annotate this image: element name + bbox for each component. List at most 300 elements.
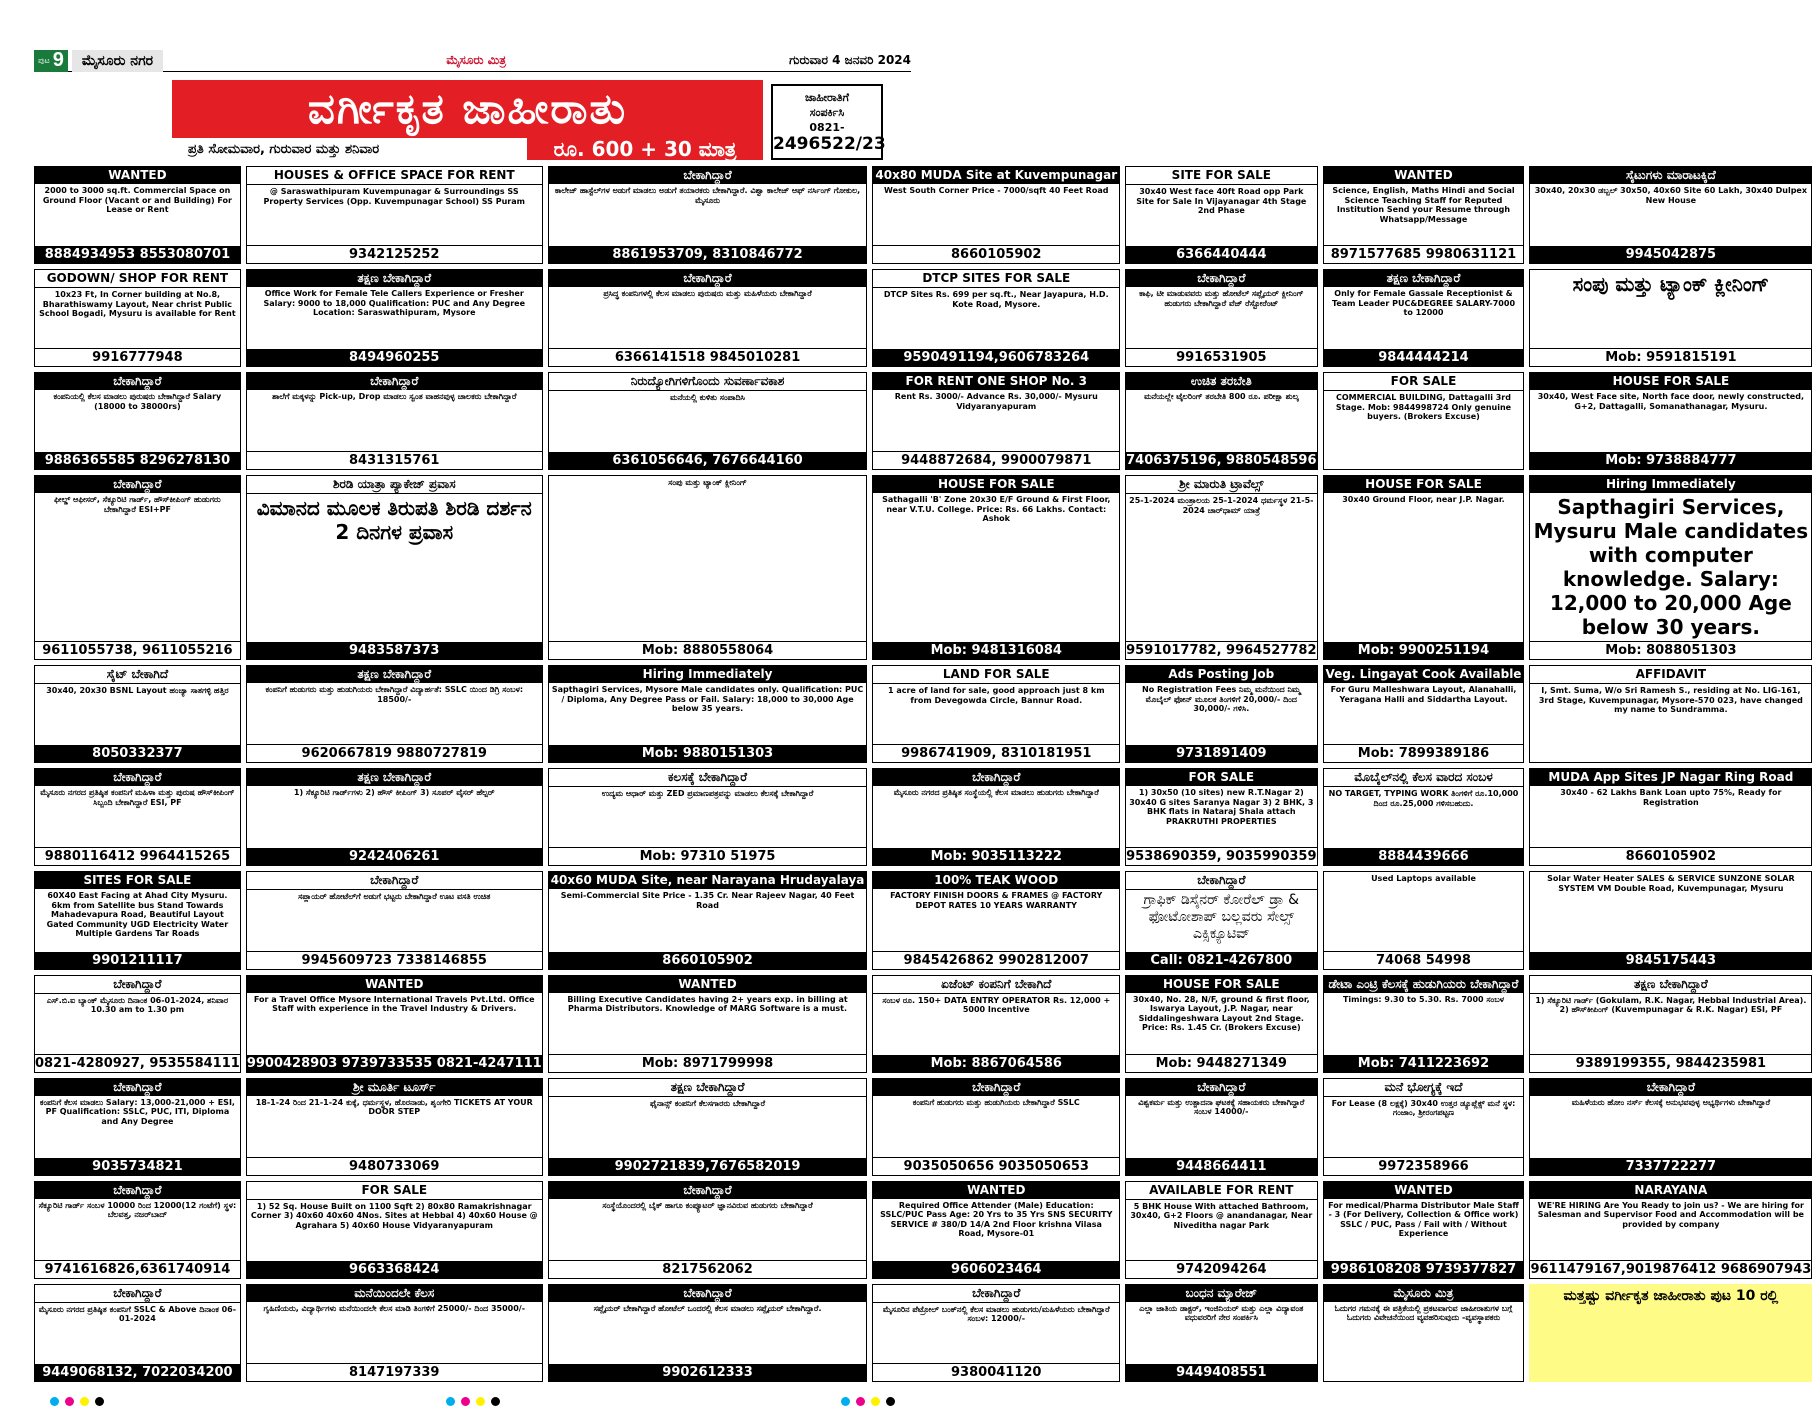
ad-body: ಸೆಕ್ಯೂರಿಟಿ ಗಾರ್ಡ್ ಸಂಬಳ 10000 ರಿಂದ 12000(12 ಗಂಟೆಗೆ) ಸ್ಥಳ: ಬೆಲವತ್ತ, ನಜರ್‌ಬಾದ್ xyxy=(38,1200,237,1220)
section-city: ಮೈಸೂರು ನಗರ xyxy=(72,50,163,72)
ad-body: I, Smt. Suma, W/o Sri Ramesh S., residing at No. LIG-161, 3rd Stage, Kuvempunagar, Mysore-570 023, have changed my name to Sundramma. xyxy=(1538,686,1803,715)
ad-phone: Mob: 97310 51975 xyxy=(549,847,867,865)
ad-phone: 9742094264 xyxy=(1126,1260,1316,1278)
ad-heading: NARAYANA xyxy=(1530,1182,1811,1199)
ad-heading: AVAILABLE FOR RENT xyxy=(1126,1182,1316,1200)
ad-heading: WANTED xyxy=(35,167,240,184)
classified-ad xyxy=(246,475,543,660)
ad-phone: 9731891409 xyxy=(1126,745,1316,762)
ad-phone: 7406375196, 9880548596 xyxy=(1126,453,1317,469)
ad-heading: ಮೊಬೈಲ್‌ನಲ್ಲಿ ಕೆಲಸ ವಾರದ ಸಂಬಳ xyxy=(1324,769,1524,787)
classified-ad xyxy=(872,475,1120,660)
classified-ad xyxy=(1125,1284,1317,1382)
ad-body: 10x23 Ft, In Corner building at No.8, Bharathiswamy Layout, Near christ Public School Bogadi, Mysuru is available for Rent xyxy=(39,290,236,319)
ad-phone: 9901211117 xyxy=(35,952,240,969)
classified-ad xyxy=(872,665,1120,763)
ad-body: 5 BHK House With attached Bathroom, 30x40, G+2 Floors @ anandanagar, Near Niveditha nagar Park xyxy=(1130,1201,1313,1230)
ad-heading: 40x60 MUDA Site, near Narayana Hrudayalaya xyxy=(550,873,865,888)
ad-body: Solar Water Heater SALES & SERVICE SUNZONE SOLAR SYSTEM VM Double Road, Kuvempunagar, Mysuru xyxy=(1547,874,1795,893)
classified-ad xyxy=(1323,1284,1525,1382)
ad-body: ಮತ್ತಷ್ಟು ವರ್ಗೀಕೃತ ಜಾಹೀರಾತು ಪುಟ 10 ರಲ್ಲಿ xyxy=(1563,1287,1779,1304)
classified-ad xyxy=(1125,1078,1317,1176)
ad-body: 1) 30x50 (10 sites) new R.T.Nagar 2) 30x40 G sites Saranya Nagar 3) 2 BHK, 3 BHK flats in Nataraj Shala attach PRAKRUTHI PROPERTIES xyxy=(1129,788,1314,826)
ad-body: ಎಸ್.ಬಿ.ಐ ಬ್ಯಾಂಕ್ ಮೈಸೂರು ದಿನಾಂಕ 06-01-2024, ಶನಿವಾರ 10.30 am to 1.30 pm xyxy=(46,995,229,1015)
ad-body: ಕಂಪನಿಗೆ ಹುಡುಗರು ಮತ್ತು ಹುಡುಗಿಯರು ಬೇಕಾಗಿದ್ದಾರೆ SSLC xyxy=(912,1097,1080,1107)
ad-body: Sapthagiri Services, Mysore Male candidates only. Qualification: PUC / Diploma, Any Degree Pass or Fail. Salary: 18,000 to 30,000 Age below 35 years. xyxy=(551,685,864,714)
classified-ad xyxy=(246,269,543,367)
classified-ad xyxy=(34,475,241,660)
ad-body: ವಿಮಾನದ ಮೂಲಕ ತಿರುಪತಿ ಶಿರಡಿ ದರ್ಶನ 2 ದಿನಗಳ ಪ್ರವಾಸ xyxy=(256,496,532,545)
ad-phone: 9972358966 xyxy=(1324,1157,1524,1175)
ad-phone: 9620667819 9880727819 xyxy=(247,744,542,762)
classified-ad xyxy=(872,1181,1120,1279)
ad-body: 30x40 Ground Floor, near J.P. Nagar. xyxy=(1342,495,1505,505)
ad-phone: 6366141518 9845010281 xyxy=(549,348,867,366)
ad-body: 30x40, 20x30 BSNL Layout ಹಂಚ್ಯಾ ಸಾತಗಳ್ಳಿ ಹತ್ತಿರ xyxy=(46,686,229,696)
ad-body: ಕಂಪನಿಗೆ ಹುಡುಗರು ಮತ್ತು ಹುಡುಗಿಯರು ಬೇಕಾಗಿದ್ದಾರೆ ವಿದ್ಯಾರ್ಹತೆ: SSLC ಯಿಂದ ಡಿಗ್ರಿ ಸಂಬಳ: 18500/- xyxy=(265,685,524,704)
ad-heading: ಬೇಕಾಗಿದ್ದಾರೆ xyxy=(1126,270,1316,287)
ad-heading: ತಕ್ಷಣ ಬೇಕಾಗಿದ್ದಾರೆ xyxy=(247,769,542,786)
ad-heading: ಬೇಕಾಗಿದ್ದಾರೆ xyxy=(35,769,240,786)
contact-line-1: ಜಾಹೀರಾತಿಗೆ xyxy=(805,91,849,104)
ad-phone: Mob: 9900251194 xyxy=(1324,642,1524,659)
ad-heading: ಬೇಕಾಗಿದ್ದಾರೆ xyxy=(35,476,240,493)
classified-ad xyxy=(1323,975,1525,1073)
issue-date: ಗುರುವಾರ 4 ಜನವರಿ 2024 xyxy=(789,53,911,67)
ad-body: ಮೈಸೂರು ನಗರದ ಪ್ರತಿಷ್ಠಿತ ಸಂಸ್ಥೆಯಲ್ಲಿ ಕೆಲಸ ಮಾಡಲು ಹುಡುಗರು ಬೇಕಾಗಿದ್ದಾರೆ xyxy=(893,788,1099,798)
ad-phone: 9611055738, 9611055216 xyxy=(35,641,240,659)
ad-body: ಮನೆಯಲ್ಲೇ ಟೈಲರಿಂಗ್ ತರಬೇತಿ 800 ರೂ. ಪರೀಕ್ಷಾ ಶುಲ್ಕ xyxy=(1144,392,1299,402)
ad-body: ಪ್ರಸಿದ್ಧ ಕಂಪನಿಗಳಲ್ಲಿ ಕೆಲಸ ಮಾಡಲು ಪುರುಷರು ಮತ್ತು ಮಹಿಳೆಯರು ಬೇಕಾಗಿದ್ದಾರೆ xyxy=(603,289,812,299)
ad-body: ಮೈಸೂರು ನಗರದ ಪ್ರತಿಷ್ಠಿತ ಕಂಪನಿಗೆ ಮಹಿಳಾ ಮತ್ತು ಪುರುಷ ಹೌಸ್‌ಕೀಪಿಂಗ್ ಸಿಬ್ಬಂದಿ ಬೇಕಾಗಿದ್ದಾರೆ ESI, PF xyxy=(40,788,235,807)
ad-phone: 9448664411 xyxy=(1126,1158,1316,1175)
ad-body: ವಿಶ್ವಕರ್ಮ ಮತ್ತು ಉತ್ಪಾದನಾ ಘಟಕಕ್ಕೆ ಸಹಾಯಕರು ಬೇಕಾಗಿದ್ದಾರೆ ಸಂಬಳ 14000/- xyxy=(1138,1097,1305,1117)
classified-ad xyxy=(34,166,241,264)
publication-days: ಪ್ರತಿ ಸೋಮವಾರ, ಗುರುವಾರ ಮತ್ತು ಶನಿವಾರ xyxy=(188,141,380,157)
classified-ad xyxy=(872,871,1120,969)
classified-ad xyxy=(246,1284,543,1382)
classified-ad xyxy=(1323,1181,1525,1279)
ad-body: Required Office Attender (Male) Education: SSLC/PUC Pass Age: 20 Yrs to 35 Yrs SNS SECURITY SERVICE # 380/D 14/A 2nd Floor krishna Vilasa Road, Mysore-01 xyxy=(880,1200,1113,1239)
ad-body: ಗೃಹಿಣಿಯರು, ವಿದ್ಯಾರ್ಥಿಗಳು ಮನೆಯಿಂದಲೇ ಕೆಲಸ ಮಾಡಿ ತಿಂಗಳಿಗೆ 25000/- ದಿಂದ 35000/- xyxy=(263,1303,526,1313)
ad-phone: 8660105902 xyxy=(1530,847,1811,865)
ad-phone: 9880116412 9964415265 xyxy=(35,847,240,865)
classified-ad xyxy=(1529,1078,1812,1176)
ad-body: ಕಾಫಿ, ಟೀ ಮಾಡುವವರು ಮತ್ತು ಹೋಟೆಲ್ ಸಪ್ಲೈಯರ್ ಕ್ಲೀನಿಂಗ್ ಹುಡುಗರು ಬೇಕಾಗಿದ್ದಾರೆ ವೆಜ್ ರೆಸ್ಟೋರೆಂಟ್ xyxy=(1139,289,1304,308)
page-number: 9 xyxy=(52,49,64,71)
ad-heading: FOR RENT ONE SHOP No. 3 xyxy=(873,373,1119,390)
ad-phone: Mob: 7899389186 xyxy=(1324,744,1524,762)
classified-ad xyxy=(872,166,1120,264)
ad-body: ಗ್ರಾಫಿಕ್ ಡಿಸೈನರ್ ಕೋರೆಲ್ ಡ್ರಾ & ಫೋಟೋಶಾಪ್ ಬಲ್ಲವರು ಸೇಲ್ಸ್ ಎಕ್ಸಿಕ್ಯೂಟಿವ್ xyxy=(1143,892,1300,943)
classified-ad xyxy=(246,871,543,969)
ad-phone: 9900428903 9739733535 0821-4247111 xyxy=(246,1055,542,1071)
ad-price: ರೂ. 600 + 30 ಮಾತ್ರ xyxy=(527,138,763,160)
ad-body: COMMERCIAL BUILDING, Dattagalli 3rd Stage. Mob: 9844998724 Only genuine buyers. (Brokers Excuse) xyxy=(1335,393,1512,422)
classified-ad xyxy=(34,871,241,969)
ad-heading: ತಕ್ಷಣ ಬೇಕಾಗಿದ್ದಾರೆ xyxy=(1324,270,1524,287)
ad-body: ಸಂಪು ಮತ್ತು ಟ್ಯಾಂಕ್ ಕ್ಲೀನಿಂಗ್ xyxy=(1572,272,1770,297)
classified-ad xyxy=(1323,1078,1525,1176)
ad-heading: ಬೇಕಾಗಿದ್ದಾರೆ xyxy=(873,1079,1119,1096)
ad-phone: 9916531905 xyxy=(1126,348,1316,366)
ad-heading: ಬೇಕಾಗಿದ್ದಾರೆ xyxy=(549,167,867,184)
ad-heading: ಬೇಕಾಗಿದ್ದಾರೆ xyxy=(1530,1079,1811,1096)
ad-body: ಸಪ್ಲಾಯರ್ ಹೋಟೆಲ್‌ಗೆ ಅಡುಗೆ ಭಟ್ಟರು ಬೇಕಾಗಿದ್ದಾರೆ ಊಟ ವಸತಿ ಉಚಿತ xyxy=(298,892,491,902)
ad-body: DTCP Sites Rs. 699 per sq.ft., Near Jayapura, H.D. Kote Road, Mysore. xyxy=(883,290,1109,309)
ad-heading: ಬೇಕಾಗಿದ್ದಾರೆ xyxy=(873,769,1119,786)
ad-heading: WANTED xyxy=(1324,167,1524,184)
ad-heading: FOR SALE xyxy=(1324,373,1524,391)
ad-heading: ಕಲಸಕ್ಕೆ ಬೇಕಾಗಿದ್ದಾರೆ xyxy=(549,769,867,787)
classified-ad xyxy=(548,871,868,969)
classified-ad xyxy=(246,768,543,866)
classified-ad xyxy=(872,372,1120,470)
ad-phone: Mob: 9591815191 xyxy=(1530,348,1811,366)
ad-phone: 8660105902 xyxy=(873,245,1119,263)
ad-body: Sapthagiri Services, Mysuru Male candidates with computer knowledge. Salary: 12,000 to 20,000 Age below 30 years. xyxy=(1533,495,1809,640)
classified-ad xyxy=(1125,768,1317,866)
classified-ad xyxy=(872,768,1120,866)
ads-grid xyxy=(34,166,1812,1382)
ad-body: @ Saraswathipuram Kuvempunagar & Surroundings SS Property Services (Opp. Kuvempunagar School) SS Puram xyxy=(263,187,525,206)
ad-body: 60X40 East Facing at Ahad City Mysuru. 6km from Satellite bus Stand Towards Mahadevapura Road, Beautiful Layout Gated Community UGD Electricity Water Multiple Gardens Tar Roads xyxy=(46,891,229,939)
ad-body: NO TARGET, TYPING WORK ತಿಂಗಳಿಗೆ ರೂ.10,000 ದಿಂದ ರೂ.25,000 ಗಳಿಸಬಹುದು. xyxy=(1328,789,1519,808)
ad-body: ಕಂಪನಿಗೆ ಕೆಲಸ ಮಾಡಲು Salary: 13,000-21,000 + ESI, PF Qualification: SSLC, PUC, ITI, Diploma and Any Degree xyxy=(39,1097,235,1126)
ad-phone: 9342125252 xyxy=(247,245,542,263)
ad-heading: WANTED xyxy=(549,976,867,993)
contact-box xyxy=(771,84,886,160)
ad-heading: ಬೇಕಾಗಿದ್ದಾರೆ xyxy=(247,373,542,390)
classified-ad xyxy=(1529,1181,1812,1279)
newspaper-name: ಮೈಸೂರು ಮಿತ್ರ xyxy=(446,53,507,67)
classified-ad xyxy=(1529,975,1812,1073)
ad-phone: 9886365585 8296278130 xyxy=(35,452,240,469)
ad-body: Science, English, Maths Hindi and Social Science Teaching Staff for Reputed Institution Send your Resume through Whatsapp/Message xyxy=(1332,186,1515,224)
ad-body: 30x40 - 62 Lakhs Bank Loan upto 75%, Ready for Registration xyxy=(1560,788,1782,807)
ad-heading: ಸೈಟುಗಳು ಮಾರಾಟಕ್ಕಿದೆ xyxy=(1530,167,1811,184)
ad-heading: ಉಚಿತ ತರಬೇತಿ xyxy=(1126,373,1316,390)
ad-heading: ಮನೆಯಿಂದಲೇ ಕೆಲಸ xyxy=(247,1285,542,1302)
classified-ad xyxy=(1529,166,1812,264)
classified-ad xyxy=(1323,166,1525,264)
ad-phone: 7337722277 xyxy=(1530,1158,1811,1175)
page-label: ಪುಟ xyxy=(38,55,50,65)
classified-ad xyxy=(34,1181,241,1279)
ad-body: ಮೈಸೂರಿನ ಪೆಟ್ರೋಲ್ ಬಂಕ್‌ನಲ್ಲಿ ಕೆಲಸ ಮಾಡಲು ಹುಡುಗರು/ಮಹಿಳೆಯರು ಬೇಕಾಗಿದ್ದಾರೆ ಸಂಬಳ: 12000/- xyxy=(882,1304,1110,1324)
ad-heading: LAND FOR SALE xyxy=(873,666,1119,684)
classified-ad xyxy=(548,166,868,264)
ad-heading: Veg. Lingayat Cook Available xyxy=(1325,667,1522,682)
ad-phone: Mob: 8867064586 xyxy=(873,1055,1119,1072)
ad-body: 2000 to 3000 sq.ft. Commercial Space on Ground Floor (Vacant or and Building) For Lease or Rent xyxy=(42,186,232,214)
ad-heading: DTCP SITES FOR SALE xyxy=(873,270,1119,288)
classified-ad xyxy=(548,768,868,866)
classified-ad xyxy=(34,768,241,866)
classified-ad xyxy=(1125,975,1317,1073)
ad-phone: 9986108208 9739377827 xyxy=(1324,1261,1524,1278)
ad-heading: WANTED xyxy=(873,1182,1119,1199)
ad-heading: ಬೇಕಾಗಿದ್ದಾರೆ xyxy=(35,373,240,390)
ad-body: ಓದುಗರ ಗಮನಕ್ಕೆ ಈ ಪತ್ರಿಕೆಯಲ್ಲಿ ಪ್ರಕಟವಾಗುವ ಜಾಹೀರಾತುಗಳ ಬಗ್ಗೆ ಓದುಗರು ವಿವೇಚನೆಯಿಂದ ವ್ಯವಹರಿಸುವುದು -ವ್ಯವಸ್ಥಾಪಕರು xyxy=(1334,1303,1513,1323)
ad-phone: 9242406261 xyxy=(247,848,542,865)
ad-heading: MUDA App Sites JP Nagar Ring Road xyxy=(1530,769,1811,786)
ad-body: ಮೈಸೂರು ನಗರದ ಪ್ರತಿಷ್ಠಿತ ಕಂಪನಿಗೆ SSLC & Above ದಿನಾಂಕ 06-01-2024 xyxy=(38,1304,237,1324)
ad-phone: 8050332377 xyxy=(35,745,240,762)
ad-heading: Ads Posting Job xyxy=(1126,666,1316,683)
ad-body: ಕಂಪನಿಯಲ್ಲಿ ಕೆಲಸ ಮಾಡಲು ಪುರುಷರು ಬೇಕಾಗಿದ್ದಾರೆ Salary (18000 to 38000rs) xyxy=(53,392,222,411)
ad-phone: 9389199355, 9844235981 xyxy=(1530,1054,1811,1072)
ad-body: ಫೈನಾನ್ಸ್ ಕಂಪನಿಗೆ ಕೆಲಸಗಾರರು ಬೇಕಾಗಿದ್ದಾರೆ xyxy=(650,1098,766,1108)
ad-phone: Mob: 7411223692 xyxy=(1324,1055,1524,1072)
ad-phone: 8884439666 xyxy=(1324,848,1524,865)
ad-phone: 8147197339 xyxy=(247,1363,542,1381)
ad-phone: 6366440444 xyxy=(1126,246,1316,263)
classified-ad xyxy=(548,1078,868,1176)
ad-phone: 9449408551 xyxy=(1126,1364,1316,1381)
ad-body: Sathagalli 'B' Zone 20x30 E/F Ground & First Floor, near V.T.U. College. Price: Rs. 66 Lakhs. Contact: Ashok xyxy=(882,495,1111,524)
ad-phone: 9663368424 xyxy=(247,1261,542,1278)
ad-heading: SITES FOR SALE xyxy=(35,872,240,889)
ad-heading: ನಿರುದ್ಯೋಗಿಗಳಿಗೊಂದು ಸುವರ್ಣಾವಕಾಶ xyxy=(549,373,867,391)
ad-phone: Mob: 9448271349 xyxy=(1126,1054,1316,1072)
classified-ad xyxy=(34,269,241,367)
ad-body: WE'RE HIRING Are You Ready to join us? - We are hiring for Salesman and Supervisor Food and Accommodation will be provided by company xyxy=(1537,1200,1804,1229)
classified-ad xyxy=(548,1284,868,1382)
ad-heading: WANTED xyxy=(247,976,542,993)
ad-heading: SITE FOR SALE xyxy=(1126,167,1316,185)
classified-ad xyxy=(548,475,868,660)
ad-phone: Mob: 9035113222 xyxy=(873,848,1119,865)
ad-body: 1) 52 Sq. House Built on 1100 Sqft 2) 80x80 Ramakrishnagar Corner 3) 40x60 40x60 4Nos. Sites at Hebbal 4) 40x60 House @ Agrahara 5) 40x60 House Vidyaranyapuram xyxy=(250,1201,538,1230)
ad-heading: ಬೇಕಾಗಿದ್ದಾರೆ xyxy=(1126,872,1316,890)
classified-ad xyxy=(1125,665,1317,763)
contact-line-2: ಸಂಪರ್ಕಿಸಿ xyxy=(809,106,845,119)
classified-ad xyxy=(1125,1181,1317,1279)
ad-heading: ಬೇಕಾಗಿದ್ದಾರೆ xyxy=(549,1182,867,1199)
ad-phone: 9986741909, 8310181951 xyxy=(873,744,1119,762)
classified-ad xyxy=(1529,1284,1812,1382)
ad-phone: 8660105902 xyxy=(549,952,867,969)
ad-heading: ಬೇಕಾಗಿದ್ದಾರೆ xyxy=(35,1182,240,1199)
classified-ad xyxy=(1323,768,1525,866)
ad-body: 1) ಸೆಕ್ಯೂರಿಟಿ ಗಾರ್ಡ್‌ಗಳು 2) ಹೌಸ್ ಕೀಪಿಂಗ್ 3) ಸೂಪರ್ ವೈಸರ್ ಹೆಲ್ಪರ್ xyxy=(293,788,495,798)
ad-phone: 0821-4280927, 9535584111 xyxy=(35,1055,240,1071)
classified-ad xyxy=(548,975,868,1073)
classified-ad xyxy=(1529,665,1812,763)
ad-heading: GODOWN/ SHOP FOR RENT xyxy=(35,270,240,288)
ad-body: Billing Executive Candidates having 2+ years exp. in billing at Pharma Distributors. Knowledge of MARG Software is a must. xyxy=(567,994,848,1014)
ad-body: Timings: 9.30 to 5.30. Rs. 7000 ಸಂಬಳ xyxy=(1342,994,1504,1004)
ad-phone: 8971577685 9980631121 xyxy=(1324,245,1524,263)
classified-ad xyxy=(34,665,241,763)
ad-heading: ತಕ್ಷಣ ಬೇಕಾಗಿದ್ದಾರೆ xyxy=(247,270,542,287)
ad-heading: HOUSE FOR SALE xyxy=(1530,373,1811,390)
ad-heading: ಮೈಸೂರು ಮಿತ್ರ xyxy=(1324,1285,1524,1302)
ad-phone: 9449068132, 7022034200 xyxy=(35,1364,240,1381)
classified-ad xyxy=(1125,166,1317,264)
classified-ad xyxy=(872,1284,1120,1382)
ad-body: Office Work for Female Tele Callers Experience or Fresher Salary: 9000 to 18,000 Qualification: PUC and Any Degree Location: Saraswathipuram, Mysore xyxy=(263,289,526,318)
classified-ad xyxy=(548,665,868,763)
classified-ad xyxy=(34,372,241,470)
ad-heading: HOUSE FOR SALE xyxy=(1126,976,1316,993)
ad-phone: 9916777948 xyxy=(35,348,240,366)
ad-phone: 9448872684, 9900079871 xyxy=(873,451,1119,469)
ad-body: ಉದ್ಯಮ ಆಧಾರ್ ಮತ್ತು ZED ಪ್ರಮಾಣಪತ್ರವನ್ನು ಮಾಡಲು ಕೆಲಸಕ್ಕೆ ಬೇಕಾಗಿದ್ದಾರೆ xyxy=(601,789,814,799)
contact-line-3: 0821- xyxy=(809,121,845,134)
ad-phone: 8217562062 xyxy=(549,1260,867,1278)
classified-ad xyxy=(1125,475,1317,660)
classified-ad xyxy=(548,372,868,470)
classified-ad xyxy=(1323,372,1525,470)
ad-phone: 9844444214 xyxy=(1324,349,1524,366)
ad-body: 30x40 West face 40ft Road opp Park Site for Sale In Vijayanagar 4th Stage 2nd Phase xyxy=(1136,187,1307,215)
ad-body: ಮನೆಯಲ್ಲಿ ಕುಳಿತು ಸಂಪಾದಿಸಿ xyxy=(670,393,745,403)
ad-heading: WANTED xyxy=(1324,1182,1524,1199)
ad-body: ಕಾಲೇಜ್ ಹಾಸ್ಟೆಲ್‌ಗಳ ಅಡುಗೆ ಮಾಡಲು ಅಡುಗೆ ತಯಾರಕರು ಬೇಕಾಗಿದ್ದಾರೆ. ವಿಶ್ವಾ ಕಾಲೇಜ್ ಆಫ್ ನರ್ಸಿಂಗ್ ಗೋಕುಲ, ಮೈಸೂರು xyxy=(554,186,861,205)
ad-phone: Call: 0821-4267800 xyxy=(1126,952,1316,969)
ad-body: ಫೀಲ್ಡ್ ಆಫೀಸರ್, ಸೆಕ್ಯೂರಿಟಿ ಗಾರ್ಡ್, ಹೌಸ್‌ಕೀಪಿಂಗ್ ಹುಡುಗರು ಬೇಕಾಗಿದ್ದಾರೆ ESI+PF xyxy=(54,495,221,514)
ad-heading: 100% TEAK WOOD xyxy=(873,872,1119,889)
ad-heading: ಮನೆ ಭೋಗ್ಯಕ್ಕೆ ಇದೆ xyxy=(1324,1079,1524,1097)
ad-heading: ಬೇಕಾಗಿದ್ದಾರೆ xyxy=(247,872,542,890)
classified-ad xyxy=(872,1078,1120,1176)
print-registration-marks xyxy=(50,1397,895,1406)
ad-body: For a Travel Office Mysore International Travels Pvt.Ltd. Office Staff with experience in the Travel Industry & Drivers. xyxy=(253,994,535,1014)
classified-ad xyxy=(1125,269,1317,367)
ad-phone: 74068 54998 xyxy=(1324,951,1524,969)
classified-ad xyxy=(246,1181,543,1279)
ad-phone: Mob: 9738884777 xyxy=(1530,452,1811,469)
ad-phone: 9845426862 9902812007 xyxy=(873,951,1119,969)
ad-phone: 6361056646, 7676644160 xyxy=(549,452,867,469)
classified-ad xyxy=(1125,871,1317,969)
ad-phone: 8861953709, 8310846772 xyxy=(549,246,867,263)
ad-body: For Guru Malleshwara Layout, Alanahalli, Yeragana Halli and Siddartha Layout. xyxy=(1330,685,1517,704)
classified-ad xyxy=(1529,768,1812,866)
classified-ad xyxy=(548,269,868,367)
ad-heading: ಬೇಕಾಗಿದ್ದಾರೆ xyxy=(549,270,867,287)
ad-body: ಮಹಿಳೆಯರು ಹೋಂ ನರ್ಸ್ ಕೆಲಸಕ್ಕೆ ಅನುಭವವುಳ್ಳ ಅಭ್ಯರ್ಥಿಗಳು ಬೇಕಾಗಿದ್ದಾರೆ xyxy=(1571,1097,1771,1107)
ad-body: 25-1-2024 ಮಂತ್ರಾಲಯ 25-1-2024 ಧರ್ಮಸ್ಥಳ 21-5-2024 ಚಾರ್‌ಧಾಮ್ ಯಾತ್ರೆ xyxy=(1129,496,1314,515)
ad-heading: ಬೇಕಾಗಿದ್ದಾರೆ xyxy=(1126,1079,1316,1096)
ad-heading: HOUSE FOR SALE xyxy=(873,476,1119,493)
ad-phone: 9902721839,7676582019 xyxy=(549,1158,867,1175)
ad-heading: ಬೇಕಾಗಿದ್ದಾರೆ xyxy=(35,1285,240,1303)
classified-ad xyxy=(34,1078,241,1176)
ad-body: For Lease (8 ಲಕ್ಷಕ್ಕೆ) 30x40 ಉತ್ತರ ಡ್ಯೂಪ್ಲೆಕ್ಸ್ ಮನೆ ಸ್ಥಳ: ಗಂಜಾಂ, ಶ್ರೀರಂಗಪಟ್ಟಣ xyxy=(1331,1098,1516,1118)
ad-phone: 8431315761 xyxy=(247,451,542,469)
ad-heading: ಸೈಟ್ ಬೇಕಾಗಿದೆ xyxy=(35,666,240,684)
classified-ad xyxy=(246,665,543,763)
ad-phone: 8494960255 xyxy=(247,349,542,366)
ad-phone: 9945042875 xyxy=(1530,246,1811,263)
ad-heading: ತಕ್ಷಣ ಬೇಕಾಗಿದ್ದಾರೆ xyxy=(1530,976,1811,994)
ad-body: West South Corner Price - 7000/sqft 40 Feet Road xyxy=(884,186,1109,195)
ad-body: 1) ಸೆಕ್ಯೂರಿಟಿ ಗಾರ್ಡ್ (Gokulam, R.K. Nagar, Hebbal Industrial Area). 2) ಹೌಸ್‌ಕೀಪಿಂಗ್ (Kuvempunagar & R.K. Nagar) ESI, PF xyxy=(1535,995,1807,1015)
ad-heading: ಡೇಟಾ ಎಂಟ್ರಿ ಕೆಲಸಕ್ಕೆ ಹುಡುಗಿಯರು ಬೇಕಾಗಿದ್ದಾರೆ xyxy=(1324,976,1524,993)
ad-heading: ಶ್ರೀ ಮಾರುತಿ ಟ್ರಾವೆಲ್ಸ್ xyxy=(1126,476,1316,494)
ad-body: No Registration Fees ನಿಮ್ಮ ಮನೆಯಿಂದ ನಿಮ್ಮ ಮೊಬೈಲ್ ಫೋನ್ ಮೂಲಕ ತಿಂಗಳಿಗೆ 20,000/- ದಿಂದ 30,000/- ಗಳಿಸಿ. xyxy=(1142,685,1301,714)
page-number-badge xyxy=(34,50,68,72)
ad-heading: ಬೇಕಾಗಿದ್ದಾರೆ xyxy=(35,1079,240,1096)
ad-heading: ತಕ್ಷಣ ಬೇಕಾಗಿದ್ದಾರೆ xyxy=(549,1079,867,1097)
ad-phone: Mob: 9481316084 xyxy=(873,642,1119,659)
ad-heading: 40x80 MUDA Site at Kuvempunagar xyxy=(875,168,1118,182)
classified-ad xyxy=(34,975,241,1073)
ad-phone: 9611479167,9019876412 9686907943 xyxy=(1530,1261,1812,1277)
ad-phone: Mob: 9880151303 xyxy=(549,745,867,762)
ad-heading: ಬಂಧನ ಮ್ಯಾರೇಜ್ xyxy=(1126,1285,1316,1302)
ad-phone: Mob: 8088051303 xyxy=(1530,641,1811,659)
ad-body: FACTORY FINISH DOORS & FRAMES @ FACTORY DEPOT RATES 10 YEARS WARRANTY xyxy=(890,891,1103,910)
classified-ad xyxy=(1323,269,1525,367)
ad-body: ಶಾಲೆಗೆ ಮಕ್ಕಳನ್ನು Pick-up, Drop ಮಾಡಲು ಸ್ವಂತ ವಾಹನವುಳ್ಳ ಚಾಲಕರು ಬೇಕಾಗಿದ್ದಾರೆ xyxy=(272,392,517,402)
ad-body: Rent Rs. 3000/- Advance Rs. 30,000/- Mysuru Vidyaranyapuram xyxy=(894,392,1098,411)
ad-phone: 9538690359, 9035990359 xyxy=(1126,849,1317,865)
ad-body: ಸಪ್ಲೈಯರ್ ಬೇಕಾಗಿದ್ದಾರೆ ಹೋಟೆಲ್ ಒಂದರಲ್ಲಿ ಕೆಲಸ ಮಾಡಲು ಸಪ್ಲೈಯರ್ ಬೇಕಾಗಿದ್ದಾರೆ. xyxy=(593,1303,822,1313)
classified-ad xyxy=(246,166,543,264)
ad-body: 18-1-24 ರಿಂದ 21-1-24 ಕುಕ್ಕೆ, ಧರ್ಮಸ್ಥಳ, ಹೊರನಾಡು, ಶೃಂಗೇರಿ TICKETS AT YOUR DOOR STEP xyxy=(255,1097,533,1117)
ad-phone: 9035050656 9035050653 xyxy=(873,1157,1119,1175)
classified-ad xyxy=(1529,372,1812,470)
ad-phone: 8884934953 8553080701 xyxy=(35,246,240,263)
ad-body: ಸಂಪು ಮತ್ತು ಟ್ಯಾಂಕ್ ಕ್ಲೀನಿಂಗ್ xyxy=(668,478,747,488)
ad-phone: 9741616826,6361740914 xyxy=(35,1260,240,1278)
ad-body: 30x40, No. 28, N/F, ground & first floor, Iswarya Layout, J.P. Nagar, near Siddalingeshwara Layout 2nd Stage. Price: Rs. 1.45 Cr. (Brokers Excuse) xyxy=(1132,994,1310,1033)
ad-heading: ತಕ್ಷಣ ಬೇಕಾಗಿದ್ದಾರೆ xyxy=(247,666,542,683)
ad-body: For medical/Pharma Distributor Male Staff - 3 (For Delivery, Collection & Office work) SSLC / PUC, Pass / Fail with / Without Experience xyxy=(1328,1200,1519,1239)
ad-body: ಎಲ್ಲಾ ಜಾತಿಯ ಡಾಕ್ಟರ್, ಇಂಜಿನಿಯರ್ ಮತ್ತು ಎಲ್ಲಾ ವಿದ್ಯಾವಂತ ವಧುವರರಿಗೆ ನೇರ ಸಂಪರ್ಕಿಸಿ xyxy=(1139,1303,1304,1323)
ad-phone: 9483587373 xyxy=(247,642,542,659)
ad-heading: ಶಿರಡಿ ಯಾತ್ರಾ ಪ್ಯಾಕೇಜ್ ಪ್ರವಾಸ xyxy=(247,476,542,494)
ad-phone: 9945609723 7338146855 xyxy=(247,951,542,969)
ad-heading: FOR SALE xyxy=(1126,769,1316,786)
ad-heading: AFFIDAVIT xyxy=(1530,666,1811,684)
classified-ad xyxy=(1323,665,1525,763)
ad-heading: HOUSE FOR SALE xyxy=(1324,476,1524,493)
classified-ad xyxy=(872,975,1120,1073)
ad-phone: 9845175443 xyxy=(1530,952,1811,969)
classified-ad xyxy=(246,975,543,1073)
classifieds-banner: ವರ್ಗೀಕೃತ ಜಾಹೀರಾತು xyxy=(172,80,763,138)
classified-ad xyxy=(1125,372,1317,470)
ad-heading: ಏಜೆಂಟ್ ಕಂಪನಿಗೆ ಬೇಕಾಗಿದೆ xyxy=(873,976,1119,994)
ad-body: Used Laptops available xyxy=(1371,874,1476,884)
classified-ad xyxy=(246,372,543,470)
ad-phone: 9902612333 xyxy=(549,1364,867,1381)
ad-heading: Hiring Immediately xyxy=(1530,476,1811,493)
ad-phone: 9606023464 xyxy=(873,1261,1119,1278)
contact-phone: 2496522/23 xyxy=(773,134,886,154)
ad-body: 1 acre of land for sale, good approach just 8 km from Devegowda Circle, Bannur Road. xyxy=(887,686,1105,705)
ad-heading: ಶ್ರೀ ಮೂರ್ತಿ ಟೂರ್ಸ್ xyxy=(247,1079,542,1096)
classified-ad xyxy=(1529,269,1812,367)
classified-ad xyxy=(34,1284,241,1382)
ad-body: 30x40, West Face site, North face door, newly constructed, G+2, Dattagalli, Somanathanagar, Mysuru. xyxy=(1537,392,1804,411)
classified-ad xyxy=(872,269,1120,367)
classified-ad xyxy=(1529,475,1812,660)
ad-heading: FOR SALE xyxy=(247,1182,542,1200)
classified-ad xyxy=(1323,871,1525,969)
ad-body: ಸಂಬಳ ರೂ. 150+ DATA ENTRY OPERATOR Rs. 12,000 + 5000 Incentive xyxy=(882,995,1111,1015)
ad-heading: ಬೇಕಾಗಿದ್ದಾರೆ xyxy=(549,1285,867,1302)
ad-phone: 9590491194,9606783264 xyxy=(873,349,1119,366)
ad-phone: 9591017782, 9964527782 xyxy=(1126,643,1317,659)
ad-phone: 9480733069 xyxy=(247,1157,542,1175)
ad-phone: Mob: 8971799998 xyxy=(549,1054,867,1072)
